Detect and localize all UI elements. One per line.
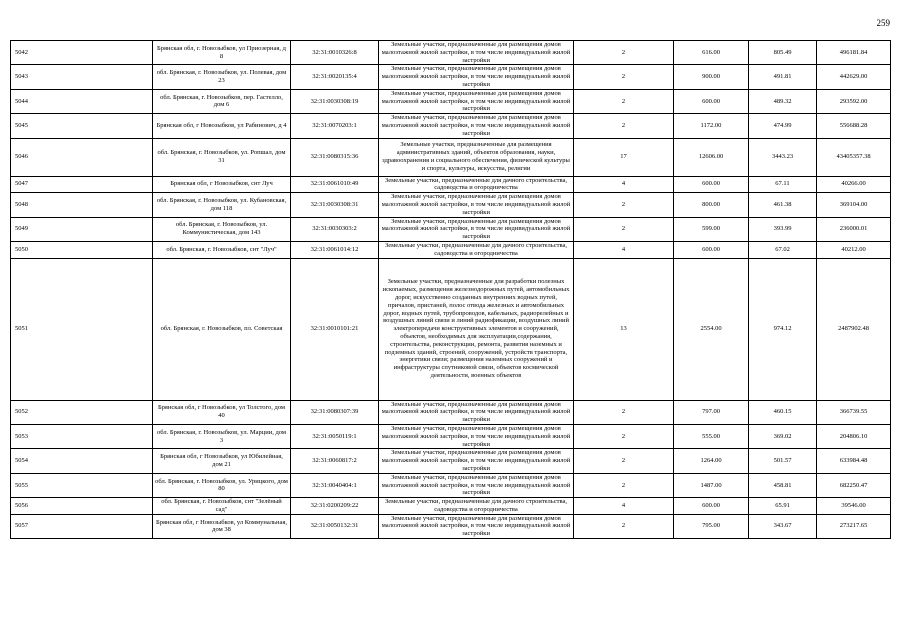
- table-row: [11, 498, 891, 515]
- group-cell: 4: [574, 176, 674, 193]
- address-cell: обл. Брянская, г. Новозыбков, снт "Зелёный сад": [153, 498, 291, 515]
- area-cell: 616.00: [674, 41, 749, 65]
- address-cell: обл. Брянская, г. Новозыбков, ул. Коммунистическая, дом 143: [153, 217, 291, 241]
- cadastral-value-cell: 633984.48: [817, 449, 891, 473]
- specific-value-cell: 460.15: [749, 400, 817, 424]
- row-number: 5057: [11, 514, 153, 538]
- address-cell: Брянская обл, г Новозыбков, ул Рабинович, д 4: [153, 114, 291, 138]
- table-row: [11, 138, 891, 176]
- page-number: 259: [876, 18, 890, 28]
- row-number: 5047: [11, 176, 153, 193]
- cadastral-number-cell: 32:31:0030308:19: [291, 89, 379, 113]
- land-use-cell: Земельные участки, предназначенные для дачного строительства, садоводства и огородничества: [379, 176, 574, 193]
- address-cell: обл. Брянская, г. Новозыбков, пл. Советская: [153, 258, 291, 400]
- cadastral-value-cell: 442629.00: [817, 65, 891, 89]
- address-cell: Брянская обл, г Новозыбков, снт Луч: [153, 176, 291, 193]
- row-number: 5043: [11, 65, 153, 89]
- cadastral-number-cell: 32:31:0070203:1: [291, 114, 379, 138]
- address-cell: обл. Брянская, г. Новозыбков, ул. Ропшал, дом 31: [153, 138, 291, 176]
- table-row: [11, 41, 891, 65]
- cadastral-number-cell: 32:31:0080307:39: [291, 400, 379, 424]
- specific-value-cell: 489.32: [749, 89, 817, 113]
- row-number: 5042: [11, 41, 153, 65]
- group-cell: 4: [574, 498, 674, 515]
- address-cell: Брянская обл, г Новозыбков, ул Коммунальная, дом 38: [153, 514, 291, 538]
- row-number: 5054: [11, 449, 153, 473]
- land-use-cell: Земельные участки, предназначенные для размещения домов малоэтажной жилой застройки, в том числе индивидуальной жилой застройки: [379, 449, 574, 473]
- cadastral-value-cell: 366739.55: [817, 400, 891, 424]
- cadastral-number-cell: 32:31:0200209:22: [291, 498, 379, 515]
- table-row: [11, 400, 891, 424]
- table-row: [11, 514, 891, 538]
- land-use-cell: Земельные участки, предназначенные для размещения домов малоэтажной жилой застройки, в том числе индивидуальной жилой застройки: [379, 473, 574, 497]
- cadastral-value-cell: 2487902.48: [817, 258, 891, 400]
- cadastral-number-cell: 32:31:0061010:49: [291, 176, 379, 193]
- cadastral-value-cell: 293592.00: [817, 89, 891, 113]
- land-use-cell: Земельные участки, предназначенные для размещения домов малоэтажной жилой застройки, в том числе индивидуальной жилой застройки: [379, 217, 574, 241]
- group-cell: 2: [574, 514, 674, 538]
- cadastral-value-cell: 39546.00: [817, 498, 891, 515]
- row-number: 5053: [11, 424, 153, 448]
- cadastral-number-cell: 32:31:0010101:21: [291, 258, 379, 400]
- cadastral-value-cell: 40266.00: [817, 176, 891, 193]
- land-use-cell: Земельные участки, предназначенные для размещения домов малоэтажной жилой застройки, в том числе индивидуальной жилой застройки: [379, 65, 574, 89]
- table-row: [11, 424, 891, 448]
- cadastral-value-cell: 43405357.38: [817, 138, 891, 176]
- table-row: [11, 65, 891, 89]
- specific-value-cell: 974.12: [749, 258, 817, 400]
- land-use-cell: Земельные участки, предназначенные для дачного строительства, садоводства и огородничества: [379, 498, 574, 515]
- area-cell: 2554.00: [674, 258, 749, 400]
- address-cell: обл. Брянская, г. Новозыбков, снт "Луч": [153, 241, 291, 258]
- row-number: 5048: [11, 193, 153, 217]
- specific-value-cell: 65.91: [749, 498, 817, 515]
- area-cell: 800.00: [674, 193, 749, 217]
- table-row: [11, 217, 891, 241]
- group-cell: 2: [574, 449, 674, 473]
- land-use-cell: Земельные участки, предназначенные для размещения домов малоэтажной жилой застройки, в том числе индивидуальной жилой застройки: [379, 424, 574, 448]
- cadastral-value-cell: 369104.00: [817, 193, 891, 217]
- address-cell: обл. Брянская, г. Новозыбков, пер. Гастелло, дом 6: [153, 89, 291, 113]
- group-cell: 2: [574, 217, 674, 241]
- specific-value-cell: 461.38: [749, 193, 817, 217]
- row-number: 5046: [11, 138, 153, 176]
- group-cell: 13: [574, 258, 674, 400]
- specific-value-cell: 67.11: [749, 176, 817, 193]
- table-row: [11, 473, 891, 497]
- specific-value-cell: 501.57: [749, 449, 817, 473]
- row-number: 5052: [11, 400, 153, 424]
- cadastral-number-cell: 32:31:0061014:12: [291, 241, 379, 258]
- group-cell: 2: [574, 424, 674, 448]
- area-cell: 600.00: [674, 89, 749, 113]
- area-cell: 555.00: [674, 424, 749, 448]
- cadastral-number-cell: 32:31:0060817:2: [291, 449, 379, 473]
- land-use-cell: Земельные участки, предназначенные для размещения домов малоэтажной жилой застройки, в том числе индивидуальной жилой застройки: [379, 193, 574, 217]
- cadastral-value-cell: 204806.10: [817, 424, 891, 448]
- group-cell: 2: [574, 193, 674, 217]
- specific-value-cell: 343.67: [749, 514, 817, 538]
- address-cell: Брянская обл, г Новозыбков, ул Юбилейная, дом 21: [153, 449, 291, 473]
- specific-value-cell: 474.99: [749, 114, 817, 138]
- specific-value-cell: 67.02: [749, 241, 817, 258]
- area-cell: 600.00: [674, 176, 749, 193]
- table-row: [11, 241, 891, 258]
- land-use-cell: Земельные участки, предназначенные для размещения административных зданий, объектов образования, науки, здравоохранения и социального обеспечения, физической культуры и спорта, культуры, искусства, религии: [379, 138, 574, 176]
- land-use-cell: Земельные участки, предназначенные для дачного строительства, садоводства и огородничества: [379, 241, 574, 258]
- area-cell: 12606.00: [674, 138, 749, 176]
- specific-value-cell: 805.49: [749, 41, 817, 65]
- area-cell: 1264.00: [674, 449, 749, 473]
- land-use-cell: Земельные участки, предназначенные для размещения домов малоэтажной жилой застройки, в том числе индивидуальной жилой застройки: [379, 400, 574, 424]
- cadastral-number-cell: 32:31:0030308:31: [291, 193, 379, 217]
- land-use-cell: Земельные участки, предназначенные для размещения домов малоэтажной жилой застройки, в том числе индивидуальной жилой застройки: [379, 114, 574, 138]
- group-cell: 2: [574, 89, 674, 113]
- row-number: 5056: [11, 498, 153, 515]
- area-cell: 599.00: [674, 217, 749, 241]
- group-cell: 2: [574, 114, 674, 138]
- cadastral-number-cell: 32:31:0050119:1: [291, 424, 379, 448]
- address-cell: обл. Брянская, г. Новозыбков, ул. Марции, дом 3: [153, 424, 291, 448]
- table-row: [11, 258, 891, 400]
- group-cell: 2: [574, 473, 674, 497]
- land-use-cell: Земельные участки, предназначенные для размещения домов малоэтажной жилой застройки, в том числе индивидуальной жилой застройки: [379, 514, 574, 538]
- table-row: [11, 114, 891, 138]
- cadastral-value-table: [10, 40, 891, 539]
- address-cell: обл. Брянская, г. Новозыбков, ул. Урицкого, дом 80: [153, 473, 291, 497]
- specific-value-cell: 458.81: [749, 473, 817, 497]
- area-cell: 1172.00: [674, 114, 749, 138]
- row-number: 5044: [11, 89, 153, 113]
- table-row: [11, 449, 891, 473]
- cadastral-number-cell: 32:31:0040404:1: [291, 473, 379, 497]
- specific-value-cell: 3443.23: [749, 138, 817, 176]
- area-cell: 600.00: [674, 241, 749, 258]
- address-cell: Брянская обл, г Новозыбков, ул Толстого, дом 40: [153, 400, 291, 424]
- cadastral-number-cell: 32:31:0020135:4: [291, 65, 379, 89]
- row-number: 5049: [11, 217, 153, 241]
- cadastral-value-cell: 273217.65: [817, 514, 891, 538]
- group-cell: 2: [574, 41, 674, 65]
- land-use-cell: Земельные участки, предназначенные для разработки полезных ископаемых, размещения железнодорожных путей, автомобильных дорог, искусственно созданных внутренних водных путей, причалов, пристаней, полос отвода железных и автомобильных дорог, водных путей, трубопроводов, кабельных, радиорелейных и воздушных линий связи и линий радиофикации, воздушных линий электропередачи конструктивных элементов и сооружений, объектов, необходимых для эксплуатации,содержания, строительства, реконструкции, ремонта, развития наземных и подземных зданий, строений, сооружений, устройств транспорта, энергетики связи; размещения наземных сооружений и инфраструктуры спутниковой связи, объектов космической деятельности, военных объектов: [379, 258, 574, 400]
- specific-value-cell: 369.02: [749, 424, 817, 448]
- row-number: 5050: [11, 241, 153, 258]
- table-row: [11, 193, 891, 217]
- group-cell: 2: [574, 65, 674, 89]
- group-cell: 4: [574, 241, 674, 258]
- address-cell: Брянская обл, г. Новозыбков, ул Приозерная, д 8: [153, 41, 291, 65]
- cadastral-value-cell: 496181.84: [817, 41, 891, 65]
- row-number: 5045: [11, 114, 153, 138]
- row-number: 5055: [11, 473, 153, 497]
- cadastral-value-cell: 40212.00: [817, 241, 891, 258]
- cadastral-number-cell: 32:31:0030303:2: [291, 217, 379, 241]
- area-cell: 795.00: [674, 514, 749, 538]
- area-cell: 797.00: [674, 400, 749, 424]
- land-use-cell: Земельные участки, предназначенные для размещения домов малоэтажной жилой застройки, в том числе индивидуальной жилой застройки: [379, 41, 574, 65]
- cadastral-value-cell: 236000.01: [817, 217, 891, 241]
- cadastral-number-cell: 32:31:0050132:31: [291, 514, 379, 538]
- group-cell: 2: [574, 400, 674, 424]
- specific-value-cell: 491.81: [749, 65, 817, 89]
- specific-value-cell: 393.99: [749, 217, 817, 241]
- area-cell: 600.00: [674, 498, 749, 515]
- table-row: [11, 176, 891, 193]
- area-cell: 900.00: [674, 65, 749, 89]
- cadastral-number-cell: 32:31:0010326:8: [291, 41, 379, 65]
- cadastral-value-cell: 682250.47: [817, 473, 891, 497]
- group-cell: 17: [574, 138, 674, 176]
- area-cell: 1487.00: [674, 473, 749, 497]
- address-cell: обл. Брянская, г. Новозыбков, ул. Кубановская, дом 118: [153, 193, 291, 217]
- cadastral-number-cell: 32:31:0080315:36: [291, 138, 379, 176]
- address-cell: обл. Брянская, г. Новозыбков, ул. Полевая, дом 23: [153, 65, 291, 89]
- land-use-cell: Земельные участки, предназначенные для размещения домов малоэтажной жилой застройки, в том числе индивидуальной жилой застройки: [379, 89, 574, 113]
- table-row: [11, 89, 891, 113]
- cadastral-value-cell: 556688.28: [817, 114, 891, 138]
- row-number: 5051: [11, 258, 153, 400]
